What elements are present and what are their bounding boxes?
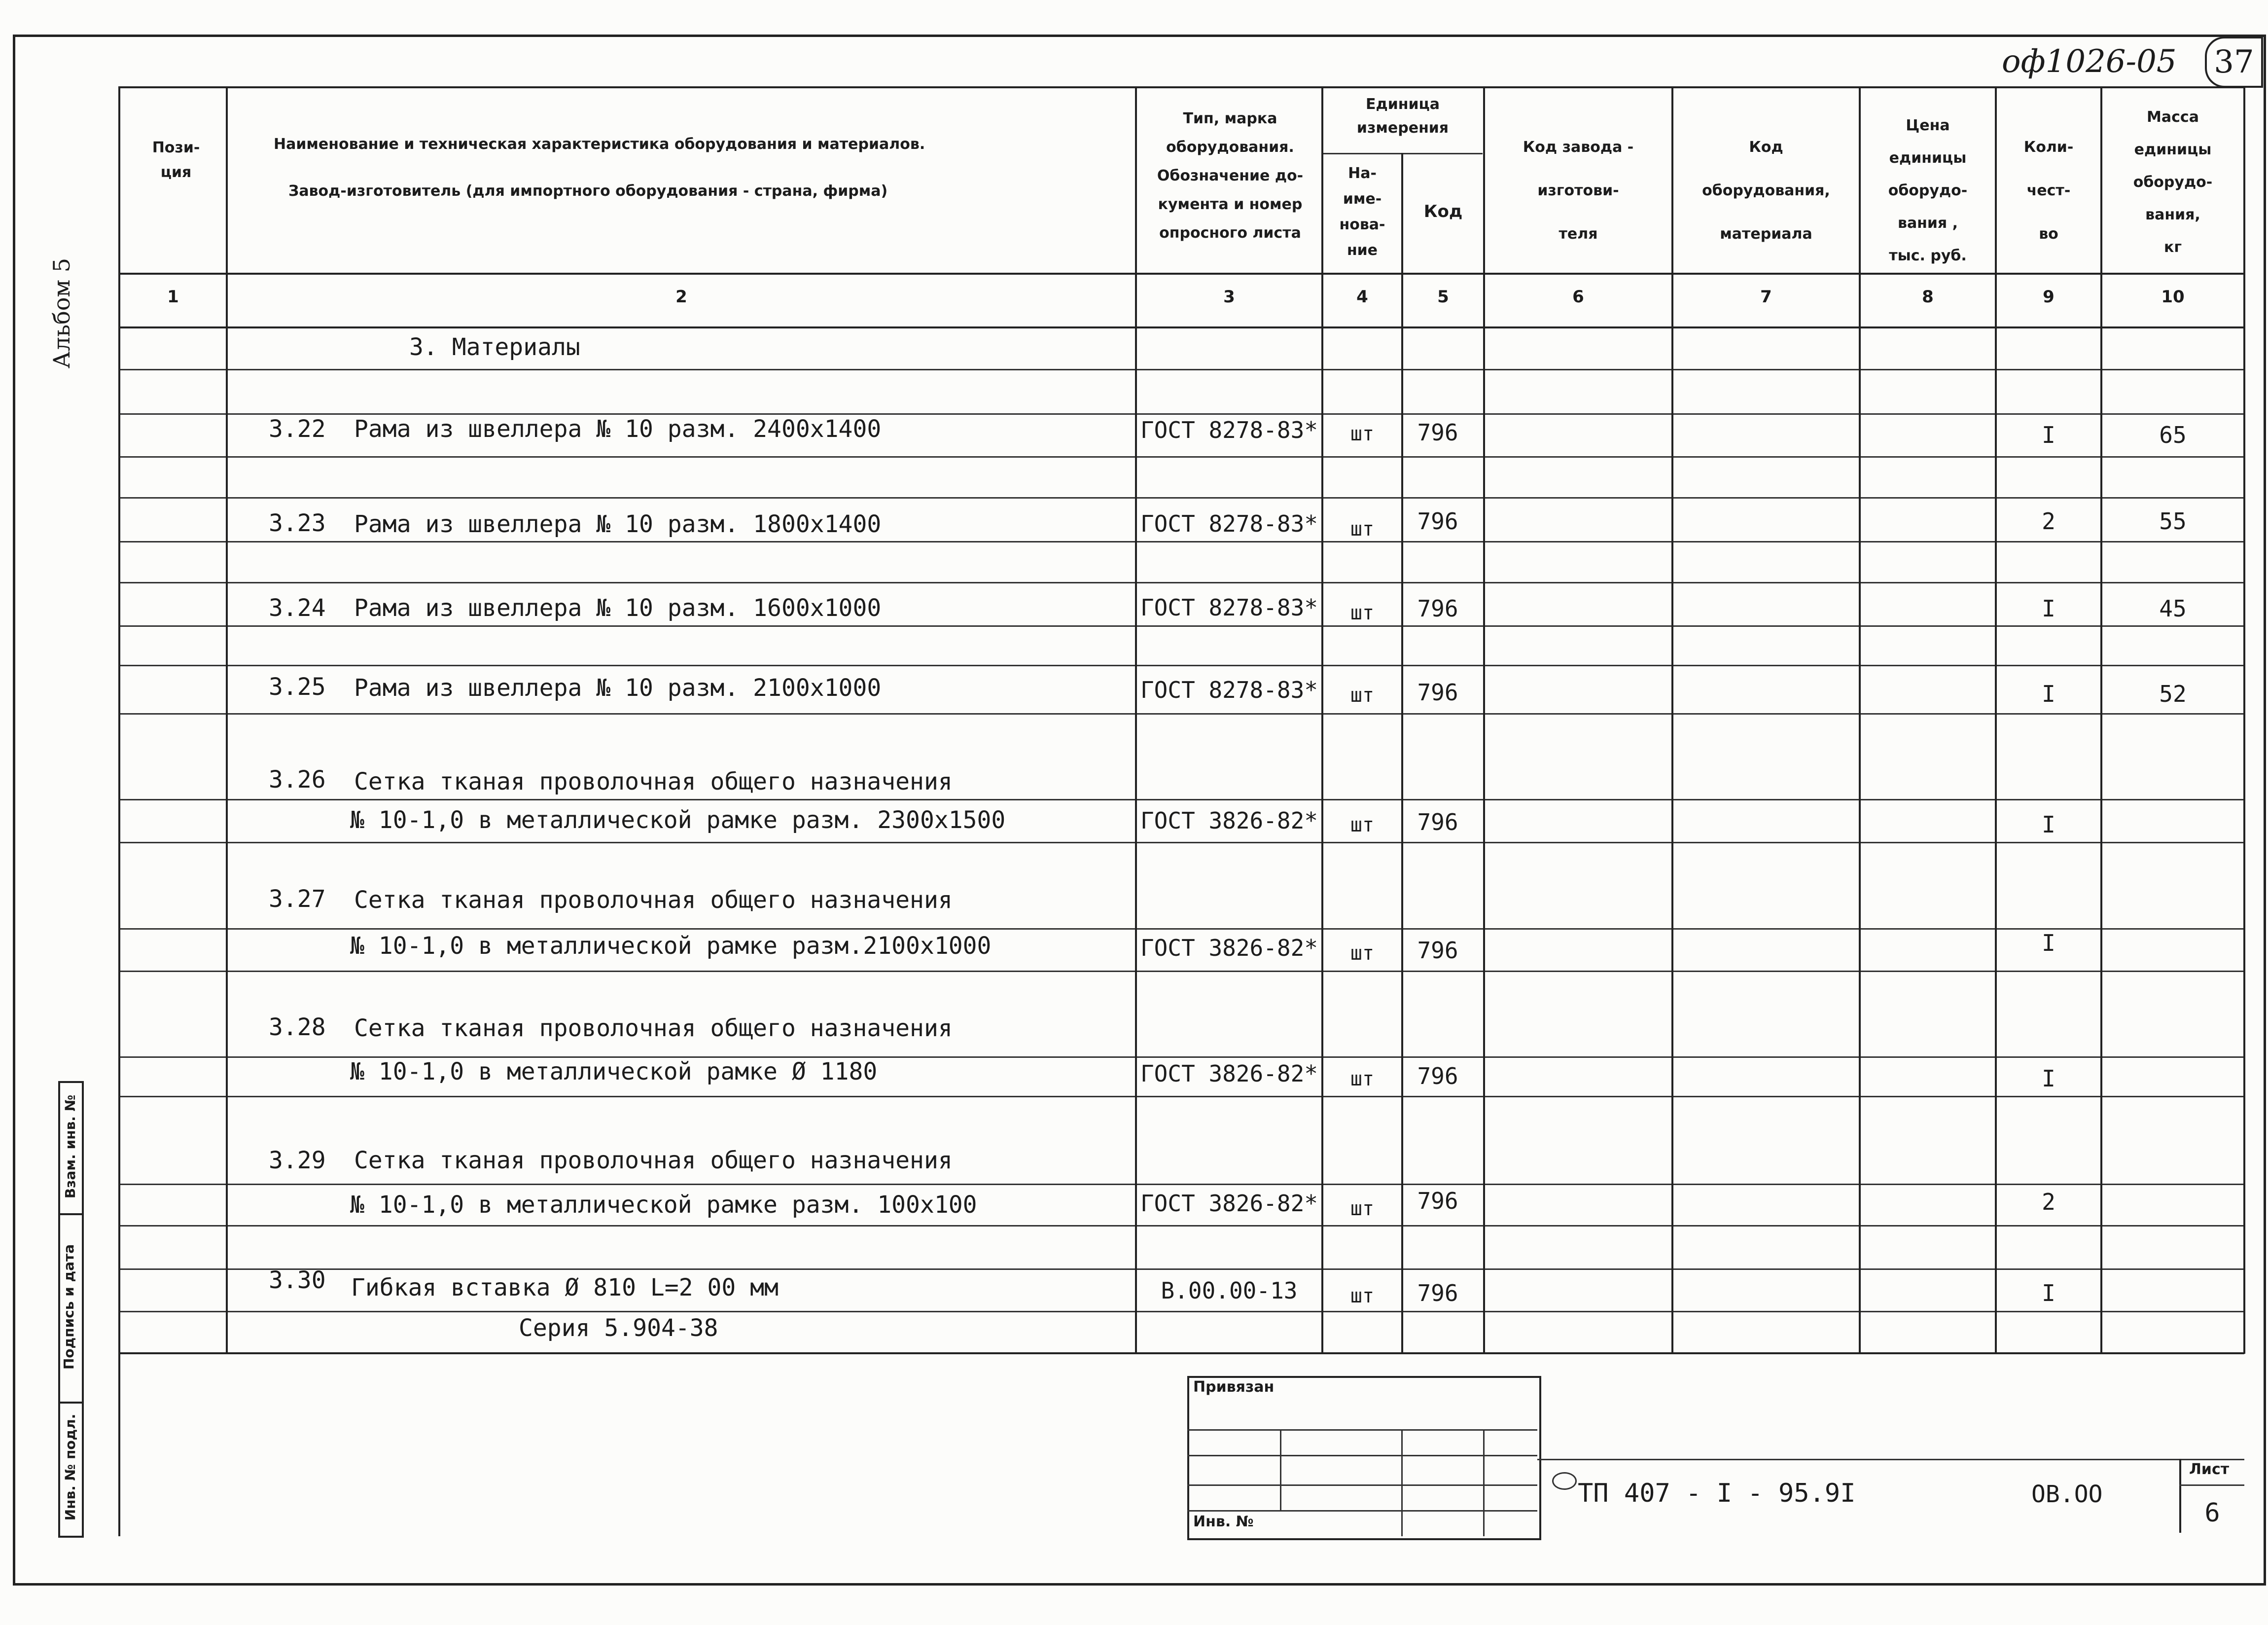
col-line: [1859, 86, 1861, 1354]
row-line: [118, 1311, 2244, 1312]
colnum-bottom-line: [118, 326, 2244, 328]
row-line: [118, 497, 2244, 499]
attach-stamp-col: [1483, 1429, 1485, 1536]
header-col8: [1861, 109, 1995, 272]
row-unit: шт: [1350, 1197, 1375, 1220]
header-col2-line2: Завод-изготовитель (для импортного оборудования - страна, фирма): [288, 182, 888, 200]
header-col6-line: теля: [1559, 225, 1598, 243]
row-name-continued: Серия 5.904-38: [519, 1314, 718, 1342]
row-mass: 65: [2159, 422, 2187, 448]
side-stamp-replace-inv: Взам. инв. №: [62, 1094, 78, 1199]
header-col4-line: име-: [1343, 190, 1382, 208]
header-col4-line: ние: [1347, 242, 1378, 259]
col-number: 4: [1356, 287, 1368, 307]
attach-stamp-label: Привязан: [1193, 1378, 1275, 1396]
row-name: Сетка тканая проволочная общего назначения: [354, 886, 953, 914]
title-stamp-top-line: [1537, 1459, 2244, 1460]
col-number: 2: [675, 287, 687, 307]
row-name-continued: № 10-1,0 в металлической рамке разм.2100х1000: [350, 932, 992, 960]
side-stamp-orig-inv: Инв. № подл.: [62, 1413, 78, 1521]
page-mark-text: 37: [2214, 44, 2254, 80]
row-code: 796: [1417, 419, 1458, 446]
header-col7-line: материала: [1720, 225, 1812, 243]
table-top-line: [118, 86, 2244, 88]
header-col8-line: Цена: [1906, 117, 1950, 134]
row-position: 3.25: [269, 673, 326, 701]
row-doc: ГОСТ 8278-83*: [1140, 594, 1318, 621]
row-name: Гибкая вставка Ø 810 L=2 00 мм: [351, 1274, 779, 1301]
header-col10-line: оборудо-: [2133, 174, 2213, 191]
row-unit: шт: [1350, 602, 1375, 624]
header-col4: [1323, 161, 1401, 263]
row-line: [118, 625, 2244, 627]
row-line: [118, 456, 2244, 458]
row-code: 796: [1417, 1188, 1458, 1214]
header-col3-line: Тип, марка: [1183, 110, 1277, 127]
row-unit: шт: [1350, 942, 1375, 965]
row-line: [118, 665, 2244, 666]
row-doc: ГОСТ 3826-82*: [1140, 935, 1318, 961]
album-label: Альбом 5: [48, 257, 75, 369]
col-number: 9: [2043, 287, 2055, 307]
attach-stamp-line: [1187, 1455, 1537, 1456]
row-unit: шт: [1350, 1068, 1375, 1090]
attach-stamp-line: [1187, 1429, 1537, 1431]
sheet-number: 6: [2204, 1498, 2220, 1528]
col-line: [226, 86, 228, 1354]
row-name: Сетка тканая проволочная общего назначения: [354, 1147, 953, 1174]
row-name: Сетка тканая проволочная общего назначения: [354, 768, 953, 795]
row-mass: 45: [2159, 595, 2187, 622]
row-qty: I: [2042, 595, 2055, 622]
header-col10-line: Масса: [2147, 108, 2199, 126]
header-col4-line: нова-: [1339, 216, 1385, 233]
header-bottom-line: [118, 273, 2244, 275]
row-code: 796: [1417, 937, 1458, 964]
header-col3-line: Обозначение до-: [1157, 167, 1304, 184]
row-qty: I: [2042, 1280, 2055, 1306]
row-line: [118, 713, 2244, 715]
row-name: Рама из швеллера № 10 разм. 1600х1000: [354, 594, 882, 622]
row-qty: I: [2042, 422, 2055, 448]
col-number: 1: [167, 287, 179, 307]
col-number: 10: [2161, 287, 2185, 307]
row-doc: ГОСТ 8278-83*: [1140, 510, 1318, 537]
row-qty: I: [2042, 811, 2055, 838]
row-line: [118, 1184, 2244, 1185]
col-line: [1401, 153, 1403, 1354]
header-col7-line: Код: [1749, 139, 1783, 156]
row-line: [118, 1268, 2244, 1270]
inv-number-label: Инв. №: [1193, 1513, 1254, 1530]
row-name-continued: № 10-1,0 в металлической рамке Ø 1180: [350, 1058, 878, 1085]
header-col3-line: опросного листа: [1159, 224, 1301, 242]
sheet-box-line: [2179, 1484, 2244, 1486]
header-col2-line1: Наименование и техническая характеристика оборудования и материалов.: [274, 136, 925, 153]
row-unit: шт: [1350, 814, 1375, 836]
header-col8-line: оборудо-: [1888, 182, 1968, 199]
row-name-continued: № 10-1,0 в металлической рамке разм. 2300х1500: [350, 806, 1006, 834]
col-line: [1483, 86, 1485, 1354]
header-col9-line: Коли-: [2023, 139, 2074, 156]
header-col1-line: Пози-: [152, 139, 200, 156]
row-position: 3.24: [269, 594, 326, 622]
row-code: 796: [1417, 508, 1458, 535]
header-col8-line: единицы: [1889, 149, 1967, 167]
header-col8-line: тыс. руб.: [1889, 247, 1967, 264]
row-qty: 2: [2042, 1189, 2055, 1215]
row-position: 3.26: [269, 766, 326, 794]
header-col5: Код: [1423, 202, 1463, 221]
row-position: 3.30: [269, 1266, 326, 1294]
row-position: 3.27: [269, 885, 326, 913]
row-doc: В.00.00-13: [1161, 1277, 1298, 1304]
row-unit: шт: [1350, 518, 1375, 541]
table-bottom-line: [118, 1352, 2244, 1354]
header-col6: [1485, 126, 1671, 256]
sheet-code: ОВ.ОО: [2031, 1481, 2103, 1508]
header-col10-line: вания,: [2145, 206, 2200, 223]
header-col8-line: вания ,: [1897, 215, 1958, 232]
attach-stamp-col: [1401, 1429, 1403, 1536]
row-doc: ГОСТ 3826-82*: [1140, 1190, 1318, 1217]
header-unit-group-line: измерения: [1356, 119, 1449, 137]
row-name-continued: № 10-1,0 в металлической рамке разм. 100х100: [350, 1191, 977, 1219]
header-col7: [1673, 126, 1859, 256]
row-name: Рама из швеллера № 10 разм. 1800х1400: [354, 510, 882, 538]
col-number: 8: [1922, 287, 1934, 307]
header-col10-line: кг: [2163, 239, 2182, 256]
col-line: [1321, 86, 1323, 1354]
row-code: 796: [1417, 679, 1458, 706]
row-name: Рама из швеллера № 10 разм. 2100х1000: [354, 674, 882, 702]
header-col9-line: во: [2039, 225, 2058, 243]
row-qty: I: [2042, 930, 2055, 956]
row-code: 796: [1417, 1280, 1458, 1306]
header-col1: [129, 136, 223, 185]
header-unit-group: [1323, 93, 1482, 140]
row-name: Рама из швеллера № 10 разм. 2400х1400: [354, 415, 882, 443]
header-col3: [1139, 105, 1321, 248]
col-line: [1135, 86, 1137, 1354]
side-stamp-signature-date: Подпись и дата: [61, 1244, 77, 1370]
row-line: [118, 1096, 2244, 1097]
col-line: [2243, 86, 2245, 1354]
row-doc: ГОСТ 3826-82*: [1140, 807, 1318, 834]
row-code: 796: [1417, 1063, 1458, 1089]
col-number: 5: [1437, 287, 1449, 307]
row-code: 796: [1417, 595, 1458, 622]
row-line: [118, 928, 2244, 930]
attach-stamp-line: [1187, 1484, 1537, 1486]
attach-stamp-line: [1187, 1510, 1537, 1512]
row-unit: шт: [1350, 423, 1375, 445]
header-col9-line: чест-: [2026, 182, 2071, 199]
sheet-label: Лист: [2189, 1461, 2230, 1478]
row-code: 796: [1417, 809, 1458, 835]
header-col10-line: единицы: [2134, 141, 2212, 158]
col-number: 6: [1572, 287, 1584, 307]
row-qty: I: [2042, 1065, 2055, 1092]
row-unit: шт: [1350, 1285, 1375, 1307]
row-doc: ГОСТ 3826-82*: [1140, 1060, 1318, 1087]
row-line: [118, 582, 2244, 583]
row-qty: I: [2042, 681, 2055, 707]
row-line: [118, 413, 2244, 415]
row-mass: 52: [2159, 681, 2187, 707]
project-code: ТП 407 - I - 95.9I: [1578, 1479, 1856, 1508]
row-name: Сетка тканая проволочная общего назначения: [354, 1014, 953, 1042]
row-line: [118, 541, 2244, 542]
row-position: 3.28: [269, 1013, 326, 1041]
header-col1-line: ция: [160, 164, 192, 181]
project-circle-icon: [1552, 1472, 1577, 1490]
row-qty: 2: [2042, 508, 2055, 535]
header-col3-line: оборудования.: [1166, 139, 1294, 156]
row-line: [118, 799, 2244, 800]
row-line: [118, 1225, 2244, 1227]
row-doc: ГОСТ 8278-83*: [1140, 417, 1318, 443]
header-col4-line: На-: [1348, 165, 1377, 182]
header-unit-group-line: Единица: [1366, 96, 1440, 113]
header-col3-line: кумента и номер: [1158, 196, 1303, 213]
row-position: 3.22: [269, 415, 326, 443]
row-line: [118, 971, 2244, 972]
row-line: [118, 369, 2244, 370]
header-col7-line: оборудования,: [1702, 182, 1830, 199]
col-number: 3: [1223, 287, 1235, 307]
row-position: 3.23: [269, 509, 326, 537]
col-number: 7: [1760, 287, 1772, 307]
row-line: [118, 842, 2244, 843]
col-line: [1995, 86, 1997, 1354]
header-col6-line: Код завода -: [1523, 139, 1634, 156]
header-col9: [1997, 126, 2100, 256]
page-mark: [2205, 36, 2263, 88]
row-unit: шт: [1350, 684, 1375, 707]
col-line: [2100, 86, 2102, 1354]
col-line: [1671, 86, 1673, 1354]
row-doc: ГОСТ 8278-83*: [1140, 677, 1318, 703]
header-col6-line: изготови-: [1537, 182, 1619, 199]
attach-stamp-col: [1280, 1429, 1281, 1510]
doc-code: оф1026-05: [2002, 43, 2177, 80]
section-title: 3. Материалы: [409, 333, 580, 361]
row-mass: 55: [2159, 508, 2187, 535]
header-col10: [2102, 101, 2243, 264]
row-position: 3.29: [269, 1147, 326, 1174]
